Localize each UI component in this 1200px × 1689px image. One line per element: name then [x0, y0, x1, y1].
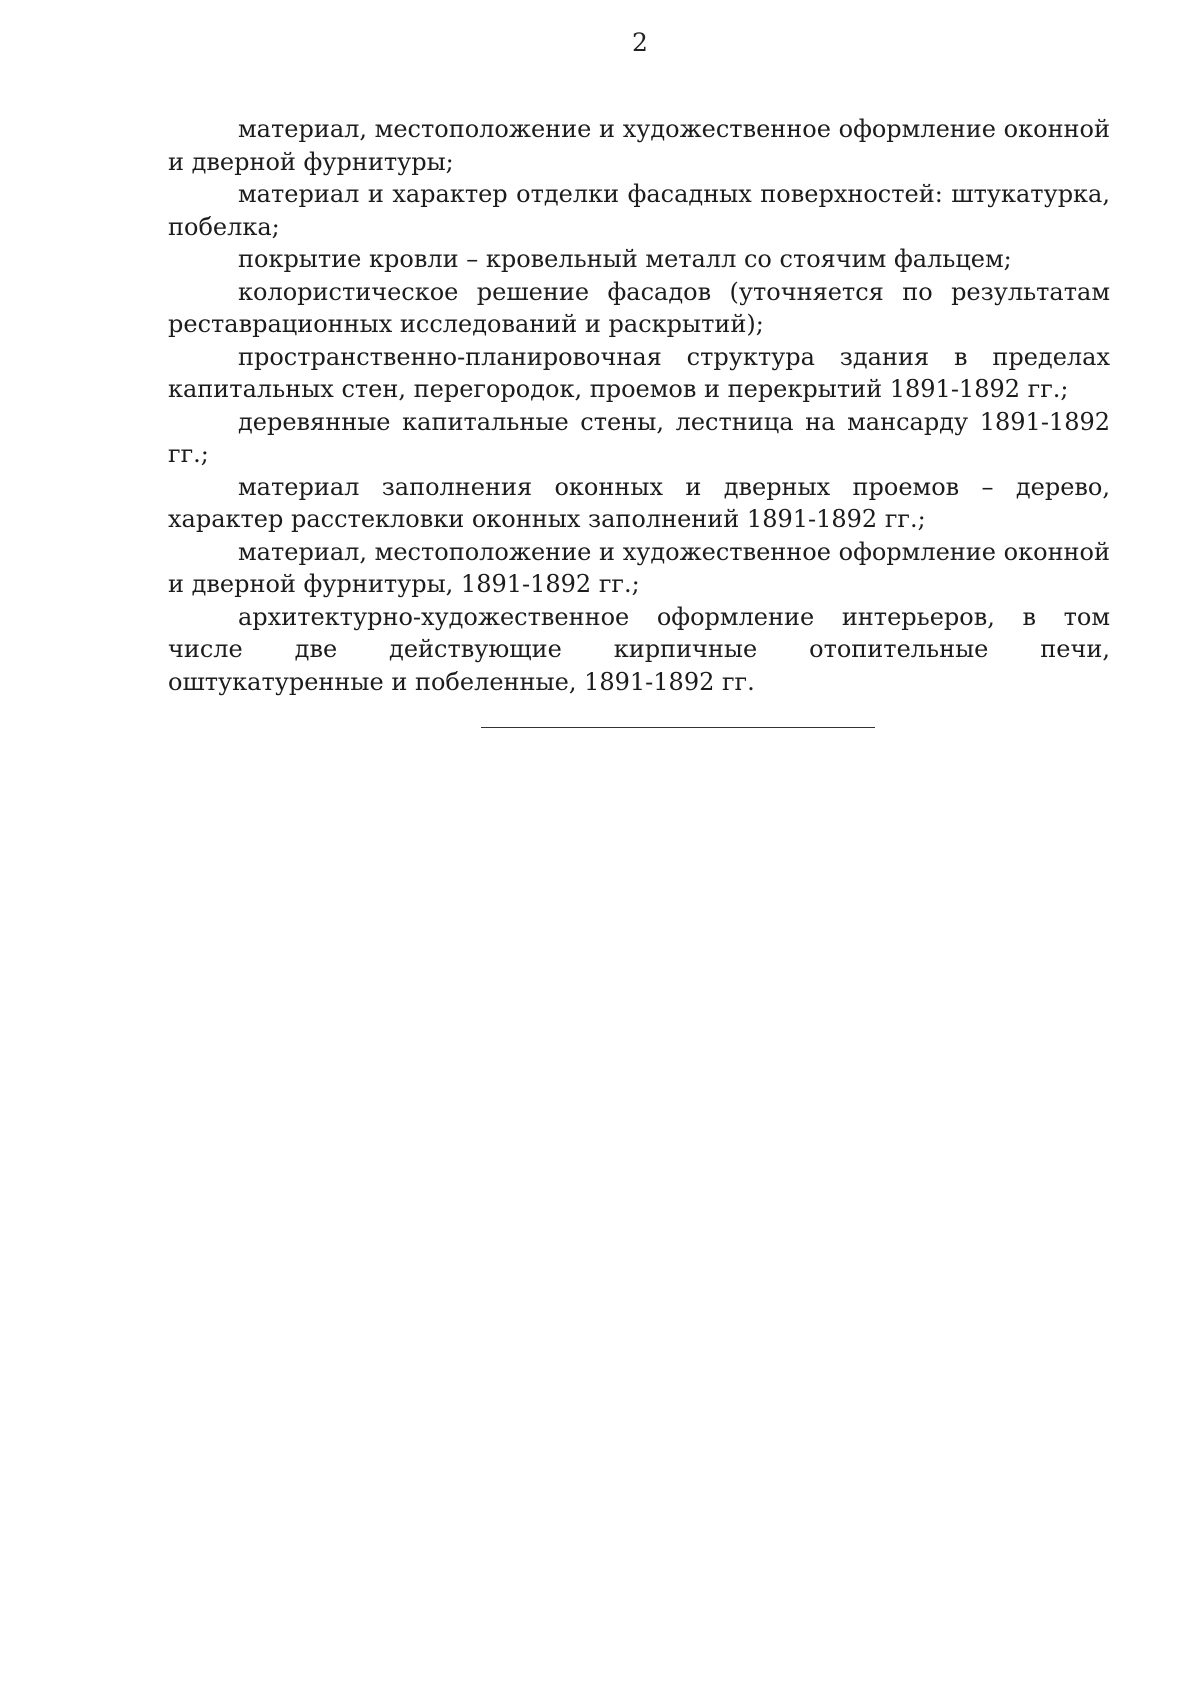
paragraph: материал и характер отделки фасадных поверхностей: штукатурка, побелка; [168, 180, 1110, 241]
page-number: 2 [632, 28, 648, 57]
paragraph: материал, местоположение и художественное оформление оконной и дверной фурнитуры; [168, 115, 1110, 176]
document-body [168, 113, 1110, 698]
paragraph: деревянные капитальные стены, лестница на мансарду 1891-1892 гг.; [168, 407, 1110, 468]
paragraph: пространственно-планировочная структура здания в пределах капитальных стен, перегородок, проемов и перекрытий 1891-1892 гг.; [168, 342, 1110, 403]
paragraph: материал, местоположение и художественное оформление оконной и дверной фурнитуры, 1891-1892 гг.; [168, 537, 1110, 598]
paragraph: архитектурно-художественное оформление интерьеров, в том числе две действующие кирпичные отопительные печи, оштукатуренные и побеленные, 1891-1892 гг. [168, 602, 1110, 696]
paragraph: материал заполнения оконных и дверных проемов – дерево, характер расстекловки оконных заполнений 1891-1892 гг.; [168, 472, 1110, 533]
closing-divider-line [481, 727, 875, 728]
paragraph: колористическое решение фасадов (уточняется по результатам реставрационных исследований и раскрытий); [168, 277, 1110, 338]
paragraph: покрытие кровли – кровельный металл со стоячим фальцем; [238, 245, 1012, 273]
